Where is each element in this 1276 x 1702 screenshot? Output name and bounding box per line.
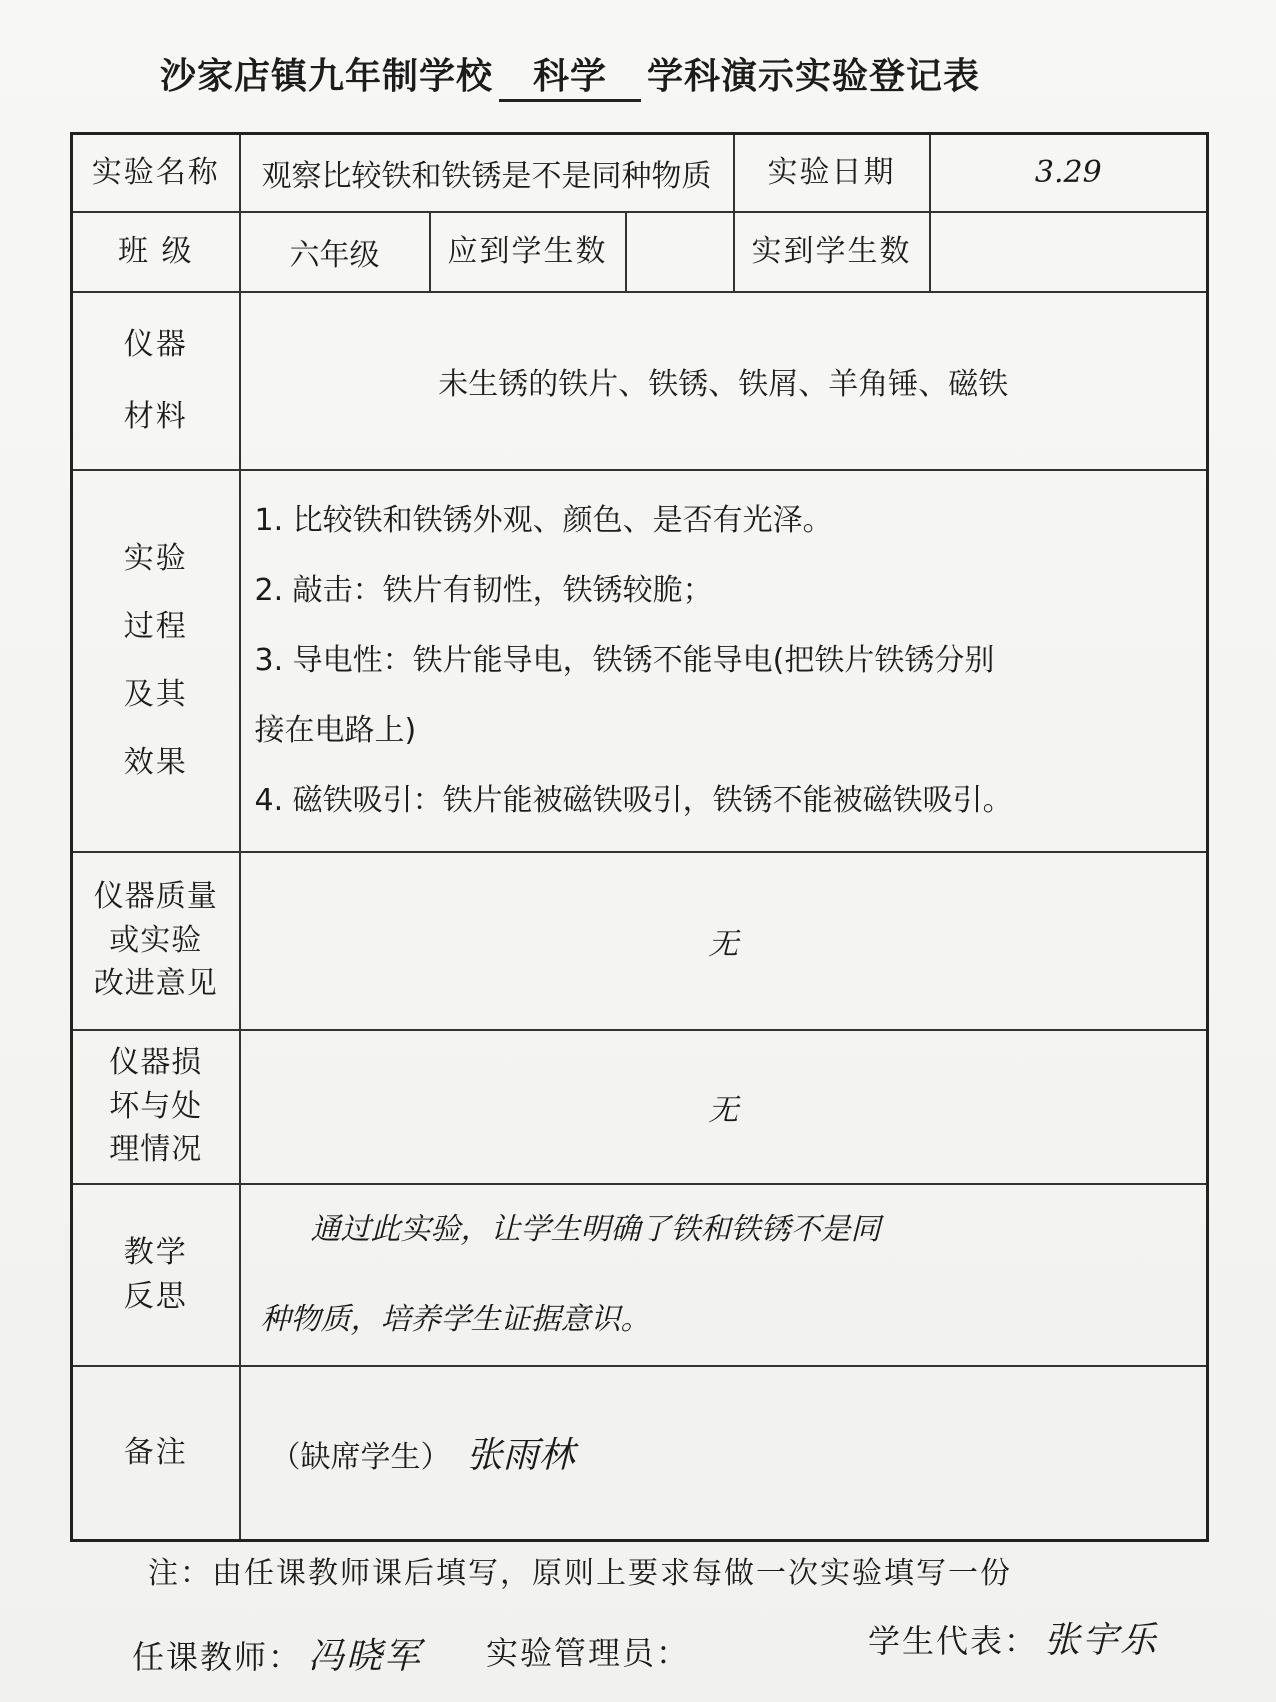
row-reflection [72,1184,1208,1366]
footnote: 注：由任课教师课后填写，原则上要求每做一次实验填写一份 [148,1556,1012,1591]
damage-label-line: 仪器损 [109,1045,203,1081]
row-process [72,470,1208,852]
damage-label [72,1030,240,1184]
admin-label: 实验管理员： [486,1634,691,1672]
reflection-line: 通过此实验，让学生明确了铁和铁锈不是同 [310,1211,881,1247]
row-experiment-name [72,134,1208,212]
process-line: 3. 导电性：铁片能导电，铁锈不能导电(把铁片铁锈分别 [254,642,995,678]
page-title [160,48,1120,102]
reflection-label [72,1184,240,1366]
reflection-label-line: 教学 [123,1235,188,1270]
title-suffix: 学科演示实验登记表 [647,56,981,97]
row-materials [72,292,1208,470]
damage-label-line: 坏与处 [109,1088,203,1124]
reflection-line: 种物质，培养学生证据意识。 [260,1301,651,1337]
reflection-label-line: 反思 [123,1278,188,1314]
class-value: 六年级 [240,212,430,292]
exp-name-label: 实验名称 [72,134,240,212]
process-label-line: 及其 [123,676,188,712]
student-label: 学生代表： [868,1622,1039,1660]
quality-value: 无 [240,852,1208,1030]
remarks-label: 备注 [72,1366,240,1541]
reflection-content [240,1184,1208,1366]
process-label-line: 实验 [123,540,188,576]
expected-count-value [626,212,734,292]
remarks-prefix: （缺席学生） [270,1440,451,1476]
actual-count-value [930,212,1208,292]
damage-value: 无 [240,1030,1208,1184]
row-damage [72,1030,1208,1184]
materials-label-line: 仪器 [123,327,188,362]
remarks-content [240,1366,1208,1541]
title-subject: 科学 [499,48,641,102]
class-label: 班 级 [72,212,240,292]
process-content [240,470,1208,852]
process-line: 2. 敲击：铁片有韧性，铁锈较脆； [254,572,713,608]
row-class [72,212,1208,292]
expected-count-label: 应到学生数 [430,212,626,292]
process-label-line: 效果 [123,744,188,780]
process-line: 1. 比较铁和铁锈外观、颜色、是否有光泽。 [254,502,833,538]
row-remarks [72,1366,1208,1541]
row-quality [72,852,1208,1030]
absent-student-name: 张雨林 [466,1435,575,1477]
actual-count-label: 实到学生数 [734,212,930,292]
process-label-line: 过程 [123,608,188,644]
exp-date-value: 3.29 [930,134,1208,212]
damage-label-line: 理情况 [109,1132,203,1168]
quality-label-line: 仪器质量 [93,879,218,915]
title-prefix: 沙家店镇九年制学校 [160,56,494,97]
student-signature: 张宇乐 [1044,1620,1159,1661]
quality-label-line: 改进意见 [93,966,218,1002]
materials-value: 未生锈的铁片、铁锈、铁屑、羊角锤、磁铁 [240,292,1208,470]
quality-label-line: 或实验 [109,922,203,958]
quality-label [72,852,240,1030]
registration-table [70,132,1209,1542]
process-line: 4. 磁铁吸引：铁片能被磁铁吸引，铁锈不能被磁铁吸引。 [254,782,1013,818]
process-label [72,470,240,852]
exp-name-value: 观察比较铁和铁锈是不是同种物质 [240,134,734,212]
exp-date-label: 实验日期 [734,134,930,212]
materials-label-line: 材料 [123,398,188,434]
materials-label [72,292,240,470]
teacher-label: 任课教师： [132,1638,303,1676]
admin-signature-block [486,1628,696,1674]
student-signature-block [868,1612,1158,1663]
teacher-signature-block [132,1628,422,1679]
teacher-signature: 冯晓军 [308,1636,423,1677]
process-line: 接在电路上) [254,712,417,748]
